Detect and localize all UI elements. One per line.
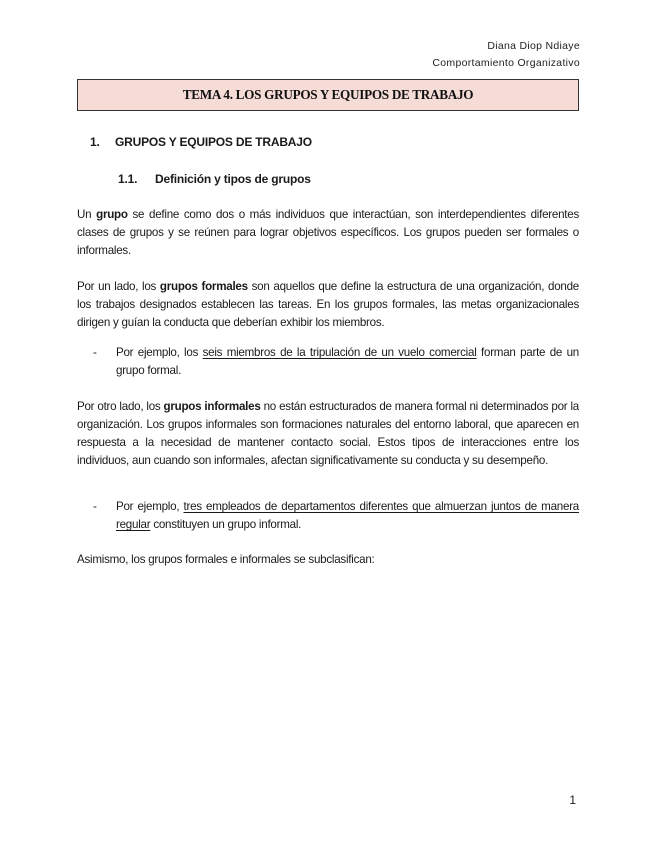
text-run: Por otro lado, los — [77, 400, 164, 413]
text-run: forman parte de un grupo formal. — [116, 346, 579, 377]
bullet-text — [116, 498, 579, 534]
subsection-heading-1-1 — [118, 172, 311, 186]
paragraph-formal-groups — [77, 278, 579, 332]
bullet-formal-example — [93, 344, 579, 380]
subsection-number: 1.1. — [118, 172, 138, 186]
text-run: no están estructurados de manera formal ni determinados por la organización. Los grupos informales son formaciones naturales del entorno laboral, que aparecen en respuesta a la necesidad de mantener contacto social. Estos tipos de interacciones entre los individuos, aun cuando son informales, afectan significativamente su conducta y su desempeño. — [77, 400, 579, 467]
text-run: se define como dos o más individuos que interactúan, son interdependientes diferentes clases de grupos y se reúnen para lograr objetivos específicos. Los grupos pueden ser formales o informales. — [77, 208, 580, 257]
paragraph-definition — [77, 206, 579, 260]
bold-term: grupos formales — [159, 280, 248, 293]
title-box — [77, 79, 579, 111]
bullet-dash: - — [93, 500, 97, 513]
bullet-dash: - — [93, 346, 97, 359]
header-author: Diana Diop Ndiaye — [487, 40, 580, 52]
bullet-informal-example — [93, 498, 579, 534]
header-course: Comportamiento Organizativo — [432, 57, 580, 69]
bold-term: grupos informales — [163, 400, 261, 413]
text-run: Por un lado, los — [77, 280, 160, 293]
bold-term: grupo — [96, 208, 128, 221]
paragraph-informal-groups — [77, 398, 579, 470]
section-number: 1. — [90, 135, 100, 149]
underlined-text: seis miembros de la tripulación de un vuelo comercial — [202, 346, 477, 359]
text-run: constituyen un grupo informal. — [150, 518, 302, 531]
section-title: GRUPOS Y EQUIPOS DE TRABAJO — [115, 135, 312, 149]
subsection-title: Definición y tipos de grupos — [155, 172, 311, 186]
paragraph-subclassification: Asimismo, los grupos formales e informales se subclasifican: — [77, 553, 375, 566]
text-run: Por ejemplo, — [116, 500, 184, 513]
text-run: Un — [77, 208, 97, 221]
page-number: 1 — [569, 793, 576, 807]
section-heading-1 — [90, 135, 312, 149]
underlined-text: tres empleados de departamentos diferentes que almuerzan juntos de manera regular — [116, 500, 579, 531]
text-run: Por ejemplo, los — [116, 346, 203, 359]
text-run: son aquellos que define la estructura de una organización, donde los trabajos designados establecen las tareas. En los grupos formales, las metas organizacionales dirigen y guían la conducta que deberían exhibir los miembros. — [77, 280, 579, 329]
page-title: TEMA 4. LOS GRUPOS Y EQUIPOS DE TRABAJO — [182, 87, 474, 102]
bullet-text — [116, 344, 579, 380]
